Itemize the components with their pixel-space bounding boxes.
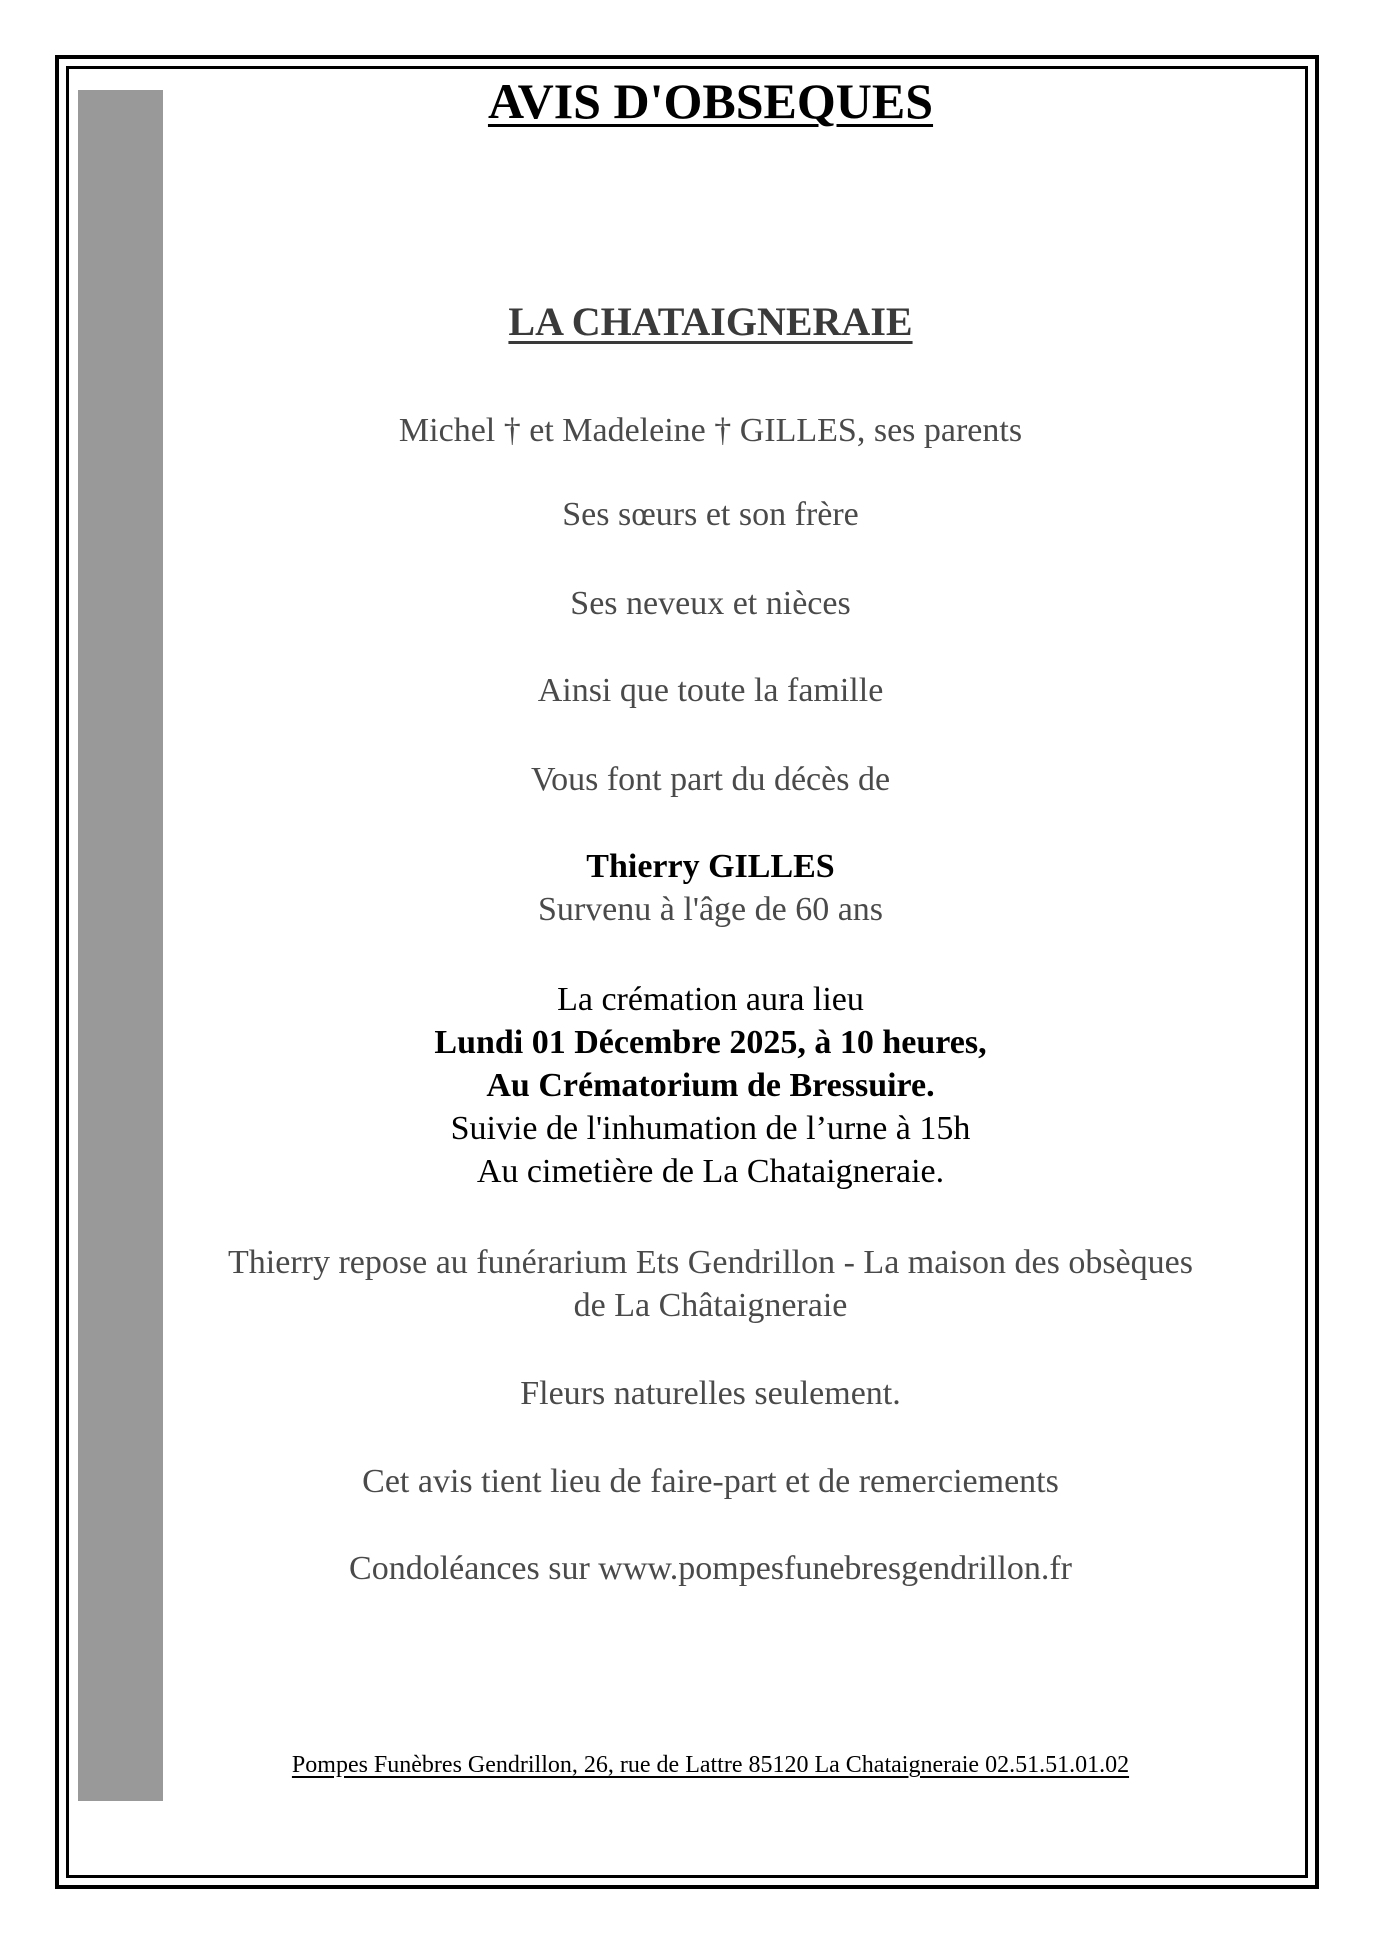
cremation-intro: La crémation aura lieu: [557, 981, 864, 1018]
deceased-name: Thierry GILLES: [586, 848, 835, 885]
commune-heading: LA CHATAIGNERAIE: [508, 299, 913, 344]
rest-place-line-2: de La Châtaigneraie: [573, 1287, 848, 1324]
funeral-home-footer: Pompes Funèbres Gendrillon, 26, rue de Lattre 85120 La Chataigneraie 02.51.51.01.02: [291, 1752, 1130, 1778]
notice-title: AVIS D'OBSEQUES: [487, 73, 934, 129]
notice-body: [163, 0, 1258, 1949]
inhumation-text: Suivie de l'inhumation de l’urne à 15h: [450, 1110, 971, 1147]
cremation-date: Lundi 01 Décembre 2025, à 10 heures,: [434, 1024, 987, 1061]
flowers-note: Fleurs naturelles seulement.: [520, 1375, 901, 1412]
condolences-note: Condoléances sur www.pompesfunebresgendrillon.fr: [349, 1550, 1072, 1587]
grey-side-band: [78, 90, 163, 1801]
announcement-intro: Vous font part du décès de: [530, 761, 891, 798]
family-all: Ainsi que toute la famille: [537, 672, 884, 709]
cemetery-text: Au cimetière de La Chataigneraie.: [476, 1153, 945, 1190]
rest-place-line-1: Thierry repose au funérarium Ets Gendrillon - La maison des obsèques: [228, 1244, 1193, 1281]
cremation-place: Au Crématorium de Bressuire.: [486, 1067, 935, 1104]
family-siblings: Ses sœurs et son frère: [562, 496, 859, 533]
deceased-age: Survenu à l'âge de 60 ans: [537, 891, 884, 928]
family-parents: Michel † et Madeleine † GILLES, ses parents: [398, 412, 1023, 449]
family-nephews: Ses neveux et nièces: [570, 585, 851, 622]
faire-part-note: Cet avis tient lieu de faire-part et de remerciements: [362, 1463, 1059, 1500]
